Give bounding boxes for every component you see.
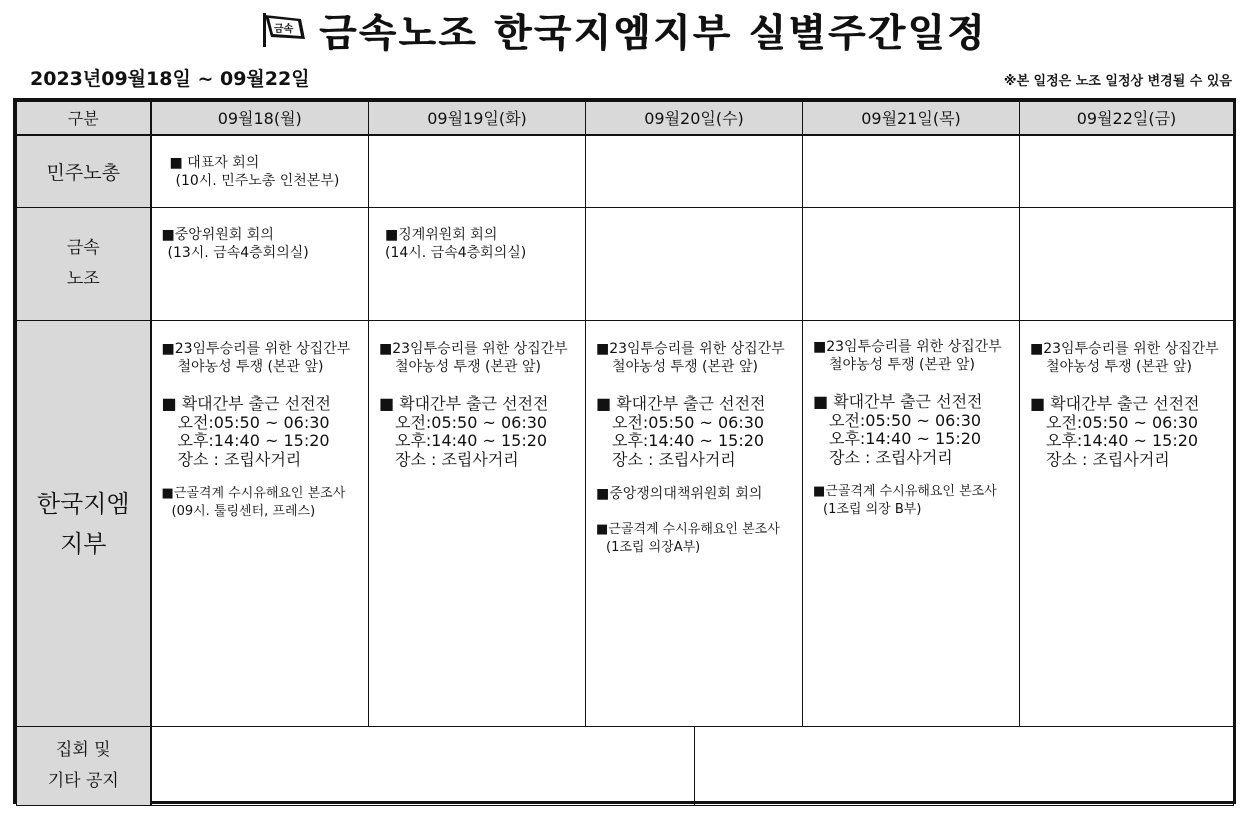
- extra-detail: (09시. 툴링센터, 프레스): [171, 504, 316, 519]
- promo-am: 오전:05:50 ~ 06:30: [177, 412, 330, 432]
- cell-geumsok-thu: [803, 208, 1020, 321]
- corner-header: 구분: [17, 102, 151, 135]
- struggle-line1: ■23임투승리를 위한 상집간부: [161, 341, 351, 357]
- date-range: 2023년09월18일 ~ 09월22일: [30, 68, 310, 90]
- extra-title: ■근골격계 수시유해요인 본조사: [813, 484, 997, 499]
- cell-gm-fri: [1020, 321, 1234, 727]
- row-label-line1: 집회 및: [55, 740, 111, 760]
- cell-minju-thu: [803, 135, 1020, 208]
- struggle-line2: 철야농성 투쟁 (본관 앞): [829, 357, 975, 373]
- day-header-thu: 09월21일(목): [803, 102, 1020, 135]
- promo-place: 장소 : 조립사거리: [177, 449, 302, 469]
- row-label-line2: 기타 공지: [47, 771, 119, 791]
- extra-title: ■근골격계 수시유해요인 본조사: [596, 522, 780, 537]
- promo-place: 장소 : 조립사거리: [395, 449, 519, 469]
- extra-detail: (1조립 의장 B부): [823, 502, 922, 517]
- day-header-mon: 09월18(월): [151, 102, 369, 135]
- struggle-line2: 철야농성 투쟁 (본관 앞): [612, 359, 758, 375]
- cell-minju-fri: [1020, 135, 1234, 208]
- promo-title: ■ 확대간부 출근 선전전: [1030, 394, 1200, 413]
- notice-table: [16, 726, 1234, 806]
- row-label-line2: 노조: [66, 269, 100, 289]
- struggle-line2: 철야농성 투쟁 (본관 앞): [177, 359, 324, 375]
- promo-am: 오전:05:50 ~ 06:30: [1046, 412, 1199, 432]
- struggle-line1: ■23임투승리를 위한 상집간부: [596, 341, 785, 357]
- promo-pm: 오후:14:40 ~ 15:20: [177, 431, 330, 450]
- row-label-line1: 한국지엠: [36, 489, 130, 518]
- day-header-fri: 09월22일(금): [1020, 102, 1234, 135]
- row-minju: [17, 135, 1234, 208]
- cell-geumsok-tue: [369, 208, 586, 321]
- promo-am: 오전:05:50 ~ 06:30: [612, 412, 765, 432]
- cell-minju-tue: [369, 135, 586, 208]
- promo-title: ■ 확대간부 출근 선전전: [813, 392, 983, 411]
- struggle-line2: 철야농성 투쟁 (본관 앞): [395, 359, 541, 375]
- cell-gm-tue: [369, 321, 586, 727]
- promo-place: 장소 : 조립사거리: [612, 449, 736, 469]
- promo-pm: 오후:14:40 ~ 15:20: [395, 431, 548, 450]
- event-detail: (14시. 금속4층회의실): [385, 245, 527, 261]
- schedule-change-notice: ※본 일정은 노조 일정상 변경될 수 있음: [1003, 74, 1232, 89]
- extra-title: ■중앙쟁의대책위원회 회의: [596, 486, 763, 502]
- cell-geumsok-mon: [151, 208, 369, 321]
- promo-place: 장소 : 조립사거리: [1046, 449, 1170, 469]
- extra-detail: (1조립 의장A부): [606, 540, 701, 555]
- promo-place: 장소 : 조립사거리: [829, 447, 953, 467]
- cell-gm-wed: [586, 321, 803, 727]
- promo-title: ■ 확대간부 출근 선전전: [379, 394, 549, 413]
- header-row: [17, 102, 1234, 135]
- promo-pm: 오후:14:40 ~ 15:20: [829, 429, 982, 448]
- cell-geumsok-wed: [586, 208, 803, 321]
- cell-minju-wed: [586, 135, 803, 208]
- event-title: ■징계위원회 회의: [385, 227, 498, 243]
- day-header-tue: 09월19일(화): [369, 102, 586, 135]
- struggle-line1: ■23임투승리를 위한 상집간부: [1030, 341, 1219, 357]
- promo-pm: 오후:14:40 ~ 15:20: [612, 431, 765, 450]
- row-label-line2: 지부: [60, 529, 107, 558]
- event-detail: (10시. 민주노총 인천본부): [175, 172, 340, 189]
- cell-gm-thu: [803, 321, 1020, 727]
- row-label-gm: [17, 321, 151, 727]
- notice-cell-right: [695, 727, 1234, 806]
- row-label-notice: [17, 727, 151, 806]
- promo-am: 오전:05:50 ~ 06:30: [395, 412, 548, 432]
- cell-minju-mon: [151, 135, 369, 208]
- extra-title: ■근골격계 수시유해요인 본조사: [161, 486, 346, 501]
- row-gm: [17, 321, 1234, 727]
- svg-text:금속: 금속: [274, 24, 294, 35]
- page-title: 금속노조 한국지엠지부 실별주간일정: [319, 10, 987, 55]
- row-geumsok: [17, 208, 1234, 321]
- weekly-schedule-table: [16, 101, 1234, 727]
- notice-cell-left: [151, 727, 695, 806]
- row-label-geumsok: [17, 208, 151, 321]
- promo-title: ■ 확대간부 출근 선전전: [161, 394, 331, 413]
- day-header-wed: 09월20일(수): [586, 102, 803, 135]
- cell-geumsok-fri: [1020, 208, 1234, 321]
- promo-pm: 오후:14:40 ~ 15:20: [1046, 431, 1199, 450]
- title-bar: [0, 4, 1248, 54]
- row-label-minju: 민주노총: [17, 135, 151, 208]
- struggle-line1: ■23임투승리를 위한 상집간부: [813, 339, 1002, 355]
- struggle-line1: ■23임투승리를 위한 상집간부: [379, 341, 568, 357]
- union-flag-logo-icon: [261, 9, 309, 49]
- promo-title: ■ 확대간부 출근 선전전: [596, 394, 766, 413]
- event-title: ■중앙위원회 회의: [161, 227, 274, 243]
- cell-gm-mon: [151, 321, 369, 727]
- row-label-line1: 금속: [66, 238, 100, 258]
- row-notice: [17, 727, 1234, 806]
- event-title: ■ 대표자 회의: [169, 154, 260, 171]
- promo-am: 오전:05:50 ~ 06:30: [829, 410, 982, 430]
- struggle-line2: 철야농성 투쟁 (본관 앞): [1046, 359, 1192, 375]
- event-detail: (13시. 금속4층회의실): [167, 245, 309, 261]
